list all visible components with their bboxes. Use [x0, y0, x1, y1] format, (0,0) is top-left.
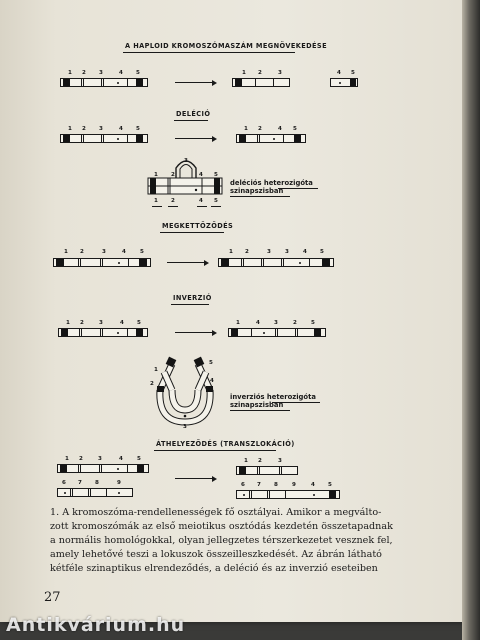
num: 9: [117, 480, 121, 486]
num: 5: [137, 456, 141, 462]
num: 1: [244, 458, 248, 464]
heading-inverzio: INVERZIÓ: [173, 294, 212, 302]
num: 5: [136, 126, 140, 132]
chromosome-haploid-right-a: [232, 78, 290, 87]
label-line: szinapszisban: [230, 187, 284, 195]
num: 1: [242, 70, 246, 76]
chromosome-megketto-left: [53, 258, 151, 267]
chromosome-delecio-right: [236, 134, 306, 143]
num: 2: [79, 456, 83, 462]
page-number: 27: [44, 590, 61, 605]
num: 4: [119, 126, 123, 132]
label-underline: [230, 196, 290, 197]
chromosome-inverzio-left: [58, 328, 148, 337]
num: 8: [274, 482, 278, 488]
arrow-right-icon: [175, 478, 215, 479]
num: 3: [285, 249, 289, 255]
num: 3: [267, 249, 271, 255]
underline: [211, 206, 221, 207]
num: 5: [136, 70, 140, 76]
underline: [152, 206, 162, 207]
num: 3: [183, 424, 187, 430]
num: 2: [80, 320, 84, 326]
num: 2: [171, 198, 175, 204]
num: 5: [214, 172, 218, 178]
arrow-right-icon: [167, 262, 207, 263]
watermark: Antikvárium.hu: [6, 614, 186, 636]
num: 5: [140, 249, 144, 255]
heading-megketto-underline: [160, 232, 224, 233]
heading-inverzio-underline: [171, 304, 209, 305]
num: 3: [98, 456, 102, 462]
num: 1: [236, 320, 240, 326]
num: 3: [278, 458, 282, 464]
num: 3: [278, 70, 282, 76]
num: 9: [292, 482, 296, 488]
num: 1: [65, 456, 69, 462]
chromosome-haploid-right-b: [330, 78, 358, 87]
chromosome-trans-left-top: [57, 464, 149, 473]
caption-line: amely lehetővé teszi a lokuszok összeilleszkedését. Az ábrán látható: [50, 549, 382, 560]
num: 1: [66, 320, 70, 326]
num: 1: [154, 367, 158, 373]
num: 3: [184, 158, 188, 164]
num: 2: [80, 249, 84, 255]
figure-caption: [50, 506, 420, 576]
heading-athelyezodes-underline: [154, 450, 276, 451]
num: 2: [150, 381, 154, 387]
chromosome-inverzio-right: [228, 328, 326, 337]
chromosome-trans-left-bottom: [57, 488, 133, 497]
underline: [168, 206, 178, 207]
heading-megketto: MEGKETTŐZŐDÉS: [162, 222, 234, 230]
num: 4: [303, 249, 307, 255]
num: 3: [99, 126, 103, 132]
arrow-right-icon: [175, 138, 215, 139]
num: 3: [99, 320, 103, 326]
num: 2: [245, 249, 249, 255]
book-edge: [462, 0, 480, 640]
num: 4: [210, 378, 214, 384]
num: 1: [229, 249, 233, 255]
num: 5: [137, 320, 141, 326]
chromosome-trans-right-top: [236, 466, 298, 475]
num: 4: [120, 320, 124, 326]
heading-delecio: DELÉCIÓ: [176, 110, 211, 118]
num: 1: [64, 249, 68, 255]
label-line: szinapszisban: [230, 401, 284, 409]
arrow-right-icon: [175, 82, 215, 83]
num: 3: [99, 70, 103, 76]
num: 5: [209, 360, 213, 366]
num: 1: [154, 198, 158, 204]
num: 5: [351, 70, 355, 76]
num: 2: [293, 320, 297, 326]
num: 2: [171, 172, 175, 178]
heading-haploid-underline: [123, 52, 295, 53]
num: 7: [78, 480, 82, 486]
arrow-right-icon: [175, 332, 215, 333]
label-inverzio-het: [230, 393, 316, 409]
chromosome-megketto-right: [218, 258, 334, 267]
num: 2: [258, 458, 262, 464]
num: 4: [256, 320, 260, 326]
caption-line: zott kromoszómák az első meiotikus osztódás kezdetén összetapadnak: [50, 521, 393, 532]
num: 4: [311, 482, 315, 488]
num: 5: [293, 126, 297, 132]
num: 4: [337, 70, 341, 76]
num: 5: [214, 198, 218, 204]
num: 4: [119, 70, 123, 76]
num: 7: [257, 482, 261, 488]
heading-delecio-underline: [174, 120, 208, 121]
num: 4: [119, 456, 123, 462]
num: 2: [258, 70, 262, 76]
caption-line: kétféle szinaptikus elrendeződés, a deléció és az inverzió eseteiben: [50, 563, 378, 574]
num: 6: [241, 482, 245, 488]
chromosome-haploid-left: [60, 78, 148, 87]
label-underline: [278, 188, 318, 189]
num: 2: [82, 126, 86, 132]
heading-athelyezodes: ÁTHELYEZŐDÉS (TRANSZLOKÁCIÓ): [156, 440, 295, 448]
num: 4: [278, 126, 282, 132]
label-underline: [272, 402, 320, 403]
num: 1: [68, 126, 72, 132]
num: 5: [328, 482, 332, 488]
heading-haploid: A HAPLOID KROMOSZÓMASZÁM MEGNÖVEKEDÉSE: [125, 42, 327, 50]
num: 1: [154, 172, 158, 178]
caption-line: 1. A kromoszóma-rendellenességek fő osztályai. Amikor a megválto-: [50, 507, 382, 518]
chromosome-delecio-left: [60, 134, 148, 143]
num: 2: [82, 70, 86, 76]
num: 4: [122, 249, 126, 255]
num: 8: [95, 480, 99, 486]
num: 1: [244, 126, 248, 132]
num: 1: [68, 70, 72, 76]
num: 4: [199, 198, 203, 204]
chromosome-trans-right-bottom: [236, 490, 340, 499]
label-line: deléciós heterozigóta: [230, 179, 313, 187]
label-delecio-het: [230, 179, 313, 195]
num: 5: [311, 320, 315, 326]
num: 6: [62, 480, 66, 486]
num: 3: [274, 320, 278, 326]
label-line: inverziós heterozigóta: [230, 393, 316, 401]
num: 2: [258, 126, 262, 132]
caption-line: a normális homológokkal, olyan jellegzetes térszerkezetet vesznek fel,: [50, 535, 393, 546]
num: 5: [320, 249, 324, 255]
num: 3: [102, 249, 106, 255]
label-underline: [230, 410, 290, 411]
underline: [197, 206, 207, 207]
num: 4: [199, 172, 203, 178]
